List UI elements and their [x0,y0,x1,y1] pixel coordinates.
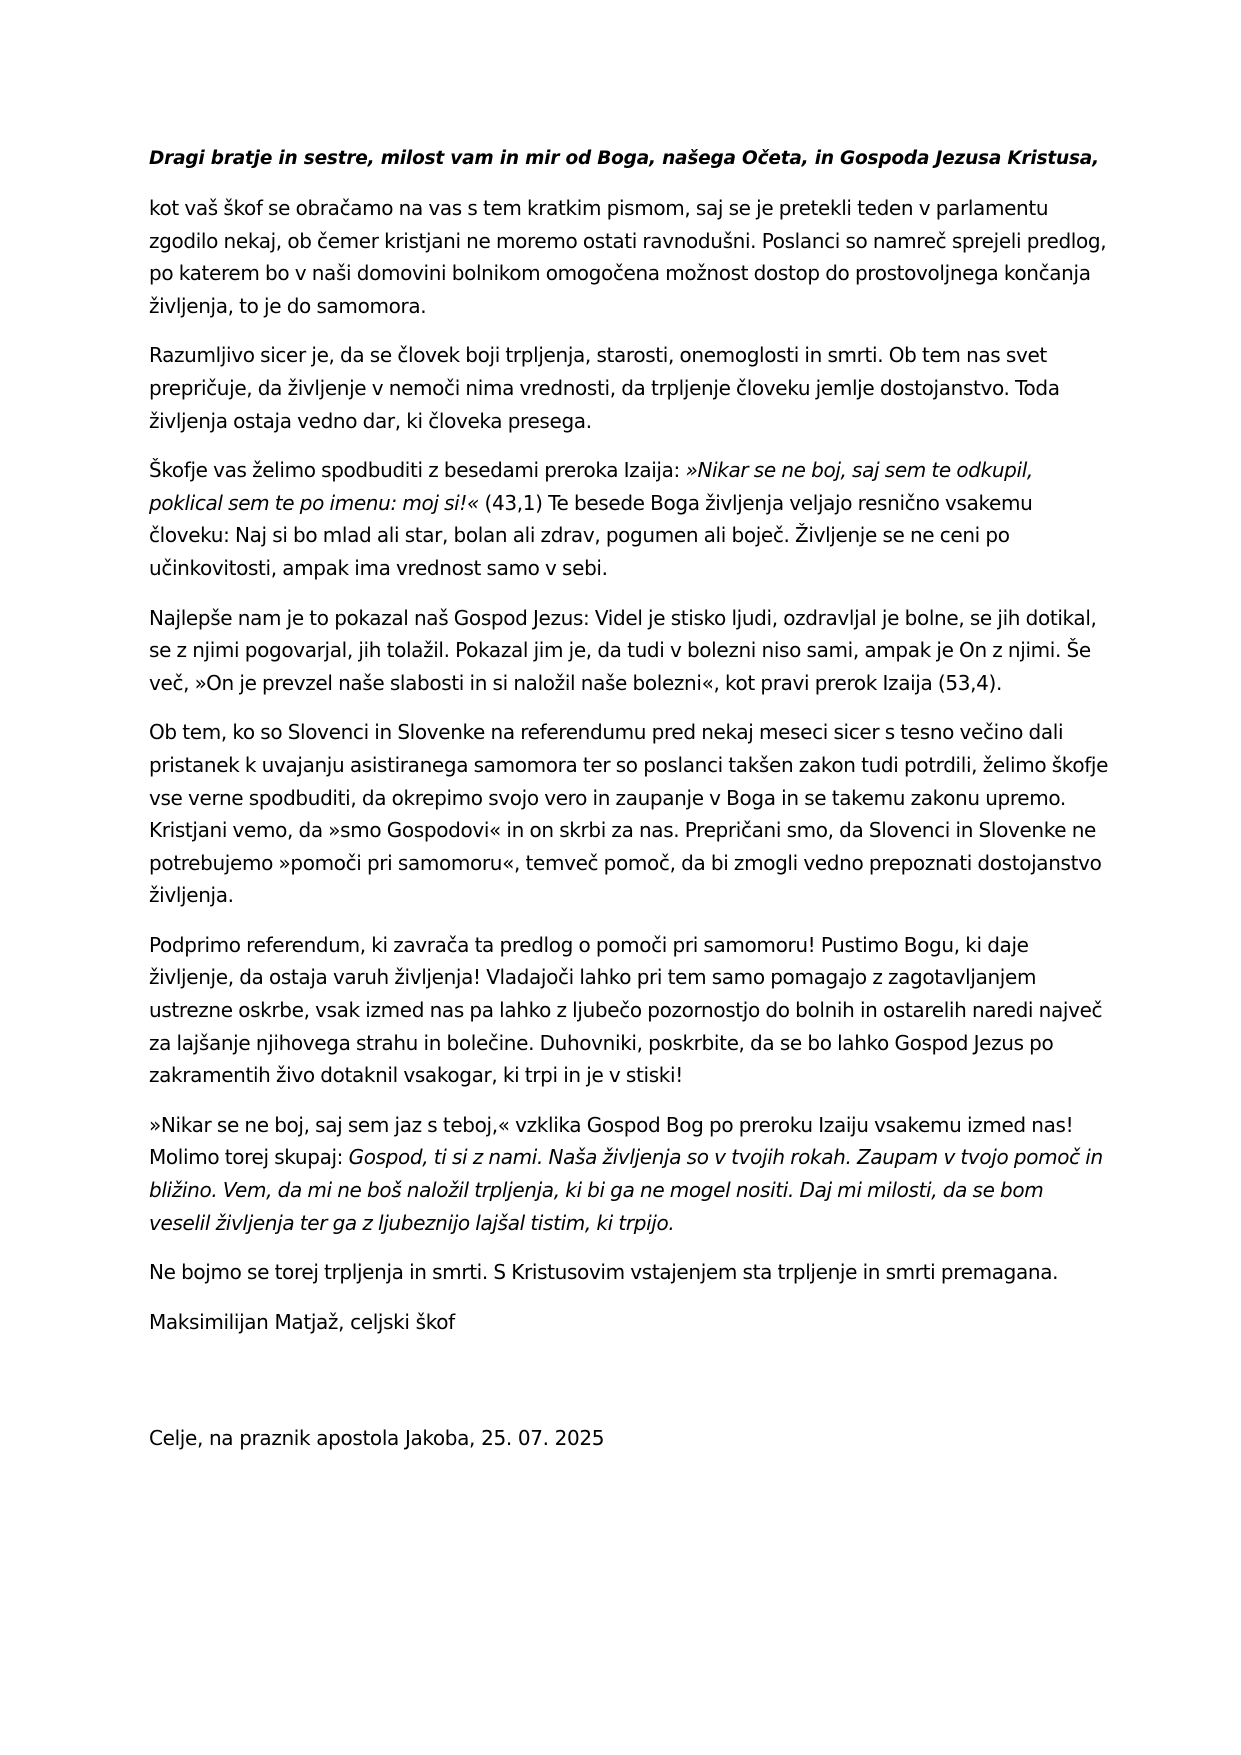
paragraph-text: Ob tem, ko so Slovenci in Slovenke na referendumu pred nekaj meseci sicer s tesno večino dali pristanek k uvajanju asistiranega samomora ter so poslanci takšen zakon tudi potrdili, želimo škofje vse verne spodbuditi, da okrepimo svojo vero in zaupanje v Boga in se takemu zakonu upremo. Kristjani vemo, da »smo Gospodovi« in on skrbi za nas. Prepričani smo, da Slovenci in Slovenke ne potrebujemo »pomoči pri samomoru«, temveč pomoč, da bi zmogli vedno prepoznati dostojanstvo življenja. [149,720,1109,908]
letter-greeting: Dragi bratje in sestre, milost vam in mir od Boga, našega Očeta, in Gospoda Jezusa Kristusa, [149,148,1099,169]
paragraph-referendum [149,716,1109,912]
scripture-quote: »Nikar se ne boj, saj sem te odkupil, poklical sem te po imenu: moj si!« [149,458,1033,515]
paragraph-text: Razumljivo sicer je, da se človek boji trpljenja, starosti, onemoglosti in smrti. Ob tem nas svet prepričuje, da življenje v nemoči nima vrednosti, da trpljenje človeku jemlje dostojanstvo. Toda življenja ostaja vedno dar, ki človeka presega. [149,343,1060,433]
dateline: Celje, na praznik apostola Jakoba, 25. 07. 2025 [149,1426,605,1451]
signature: Maksimilijan Matjaž, celjski škof [149,1309,455,1334]
paragraph-text: Škofje vas želimo spodbuditi z besedami preroka Izaija: [149,458,686,483]
paragraph-text: Ne bojmo se torej trpljenja in smrti. S Kristusovim vstajenjem sta trpljenje in smrti premagana. [149,1260,1059,1285]
letter-page [149,146,1109,1455]
paragraph-isaiah-quote [149,454,1109,584]
paragraph-text: »Nikar se ne boj, saj sem jaz s teboj,« vzklika Gospod Bog po preroku Izaiju vsakemu izmed nas! Molimo torej skupaj: [149,1112,1074,1170]
paragraph-text: (43,1) Te besede Boga življenja veljajo resnično vsakemu človeku: Naj si bo mlad ali star, bolan ali zdrav, pogumen ali boječ. Življenje se ne ceni po učinkovitosti, ampak ima vrednost samo v sebi. [149,490,1033,580]
prayer-text: Gospod, ti si z nami. Naša življenja so v tvojih rokah. Zaupam v tvojo pomoč in bližino. Vem, da mi ne boš naložil trpljenja, ki bi ga ne mogel nositi. Daj mi milosti, da se bom veselil življenja ter ga z ljubeznijo lajšal tistim, ki trpijo. [149,1145,1103,1235]
paragraph-text: Najlepše nam je to pokazal naš Gospod Jezus: Videl je stisko ljudi, ozdravljal je bolne, se jih dotikal, se z njimi pogovarjal, jih tolažil. Pokazal jim je, da tudi v bolezni niso sami, ampak je On z njimi. Še več, »On je prevzel naše slabosti in si naložil naše bolezni«, kot pravi prerok Izaija (53,4). [149,605,1097,695]
paragraph-prayer [149,1109,1109,1239]
paragraph-jesus [149,602,1109,700]
paragraph-closing [149,1256,1109,1289]
paragraph-text: Podprimo referendum, ki zavrača ta predlog o pomoči pri samomoru! Pustimo Bogu, ki daje življenje, da ostaja varuh življenja! Vladajoči lahko pri tem samo pomagajo z zagotavljanjem ustrezne oskrbe, vsak izmed nas pa lahko z ljubečo pozornostjo do bolnih in ostarelih naredi največ za lajšanje njihovega strahu in bolečine. Duhovniki, poskrbite, da se bo lahko Gospod Jezus po zakramentih živo dotaknil vsakogar, ki trpi in je v stiski! [149,932,1103,1088]
paragraph-fear [149,339,1109,437]
paragraph-text: kot vaš škof se obračamo na vas s tem kratkim pismom, saj se je pretekli teden v parlamentu zgodilo nekaj, ob čemer kristjani ne moremo ostati ravnodušni. Poslanci so namreč sprejeli predlog, po katerem bo v naši domovini bolnikom omogočena možnost dostop do prostovoljnega končanja življenja, to je do samomora. [149,196,1107,318]
paragraph-intro [149,192,1109,322]
paragraph-support [149,929,1109,1092]
